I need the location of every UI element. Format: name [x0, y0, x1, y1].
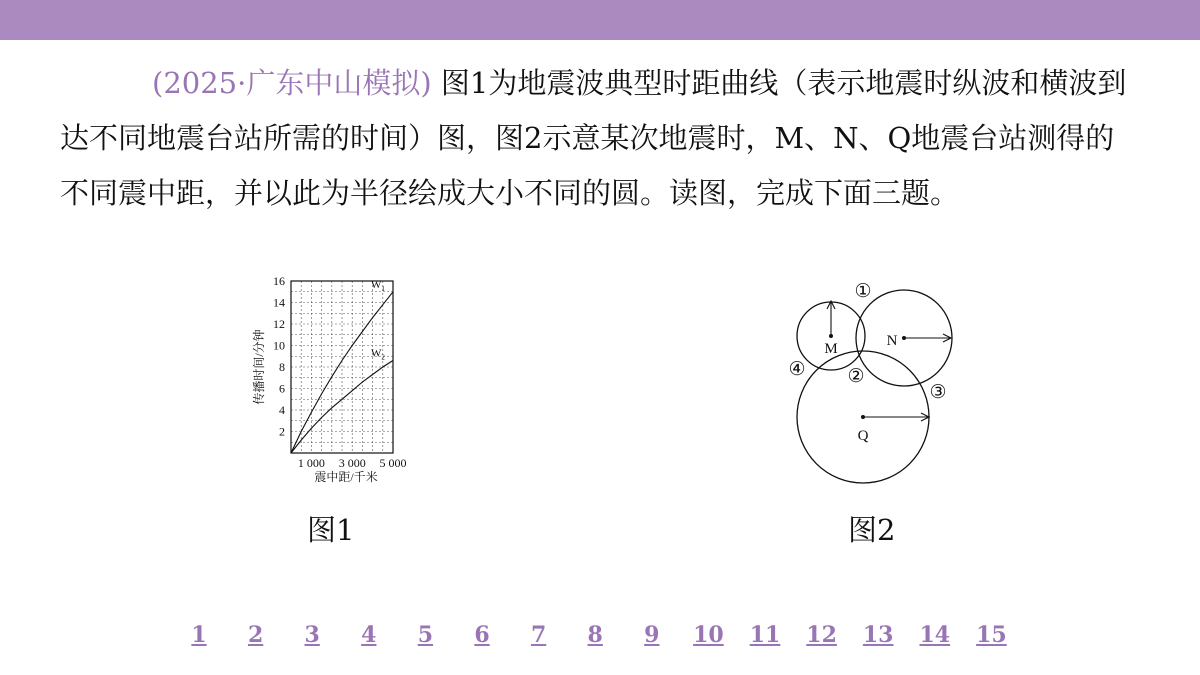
- page-link-13[interactable]: 13: [862, 622, 894, 648]
- y-tick-label: 14: [273, 295, 285, 310]
- page-link-11[interactable]: 11: [749, 622, 781, 648]
- page-link-2[interactable]: 2: [247, 622, 264, 648]
- page-link-12[interactable]: 12: [806, 622, 837, 648]
- y-tick-label: 12: [273, 317, 285, 331]
- figure-1-caption: 图1: [307, 513, 355, 547]
- page-link-8[interactable]: 8: [587, 622, 603, 648]
- x-axis-label: 震中距/千米: [314, 470, 378, 484]
- y-tick-label: 16: [273, 274, 285, 288]
- page-link-9[interactable]: 9: [644, 622, 660, 648]
- station-circles-diagram: [780, 275, 960, 490]
- page-link-14[interactable]: 14: [919, 622, 951, 648]
- x-tick-label: 5 000: [379, 456, 407, 470]
- figure-2-caption: 图2: [848, 513, 896, 547]
- y-tick-label: 6: [279, 381, 285, 396]
- marker-1: ①: [854, 281, 872, 302]
- marker-3: ③: [929, 382, 947, 403]
- series-label-w2: $W_2$: [371, 347, 385, 362]
- question-body: 图1为地震波典型时距曲线（表示地震时纵波和横波到达不同地震台站所需的时间）图，图2示意某次地震时，M、N、Q地震台站测得的不同震中距，并以此为半径绘成大小不同的圆。读图，完成下面三题。: [60, 66, 1127, 210]
- time-distance-chart: [245, 268, 425, 488]
- y-tick-label: 8: [279, 360, 285, 374]
- page-link-10[interactable]: 10: [693, 622, 724, 648]
- marker-4: ④: [788, 359, 806, 380]
- page-link-7[interactable]: 7: [530, 622, 547, 648]
- y-axis-label: 传播时间/分钟: [252, 329, 266, 405]
- page-link-6[interactable]: 6: [474, 622, 490, 648]
- header-bar: [0, 0, 1200, 40]
- station-label-n: N: [886, 333, 898, 349]
- page-link-5[interactable]: 5: [417, 622, 434, 648]
- x-tick-label: 1 000: [297, 456, 325, 470]
- x-tick-label: 3 000: [338, 456, 366, 470]
- figure-1: [245, 268, 425, 488]
- station-label-q: Q: [857, 428, 869, 444]
- page-link-3[interactable]: 3: [304, 622, 320, 648]
- y-tick-label: 2: [279, 424, 285, 439]
- station-label-m: M: [824, 341, 838, 357]
- series-line-w1: [291, 292, 393, 453]
- question-text: [60, 56, 1140, 221]
- y-tick-label: 10: [273, 338, 285, 353]
- page-link-15[interactable]: 15: [976, 622, 1007, 648]
- y-tick-label: 4: [279, 403, 285, 417]
- figure-2: [780, 275, 960, 490]
- marker-2: ②: [847, 366, 865, 387]
- page-link-4[interactable]: 4: [361, 622, 377, 648]
- question-source: (2025·广东中山模拟): [152, 66, 432, 100]
- page-link-1[interactable]: 1: [191, 622, 207, 648]
- series-label-w1: $W_1$: [371, 278, 385, 293]
